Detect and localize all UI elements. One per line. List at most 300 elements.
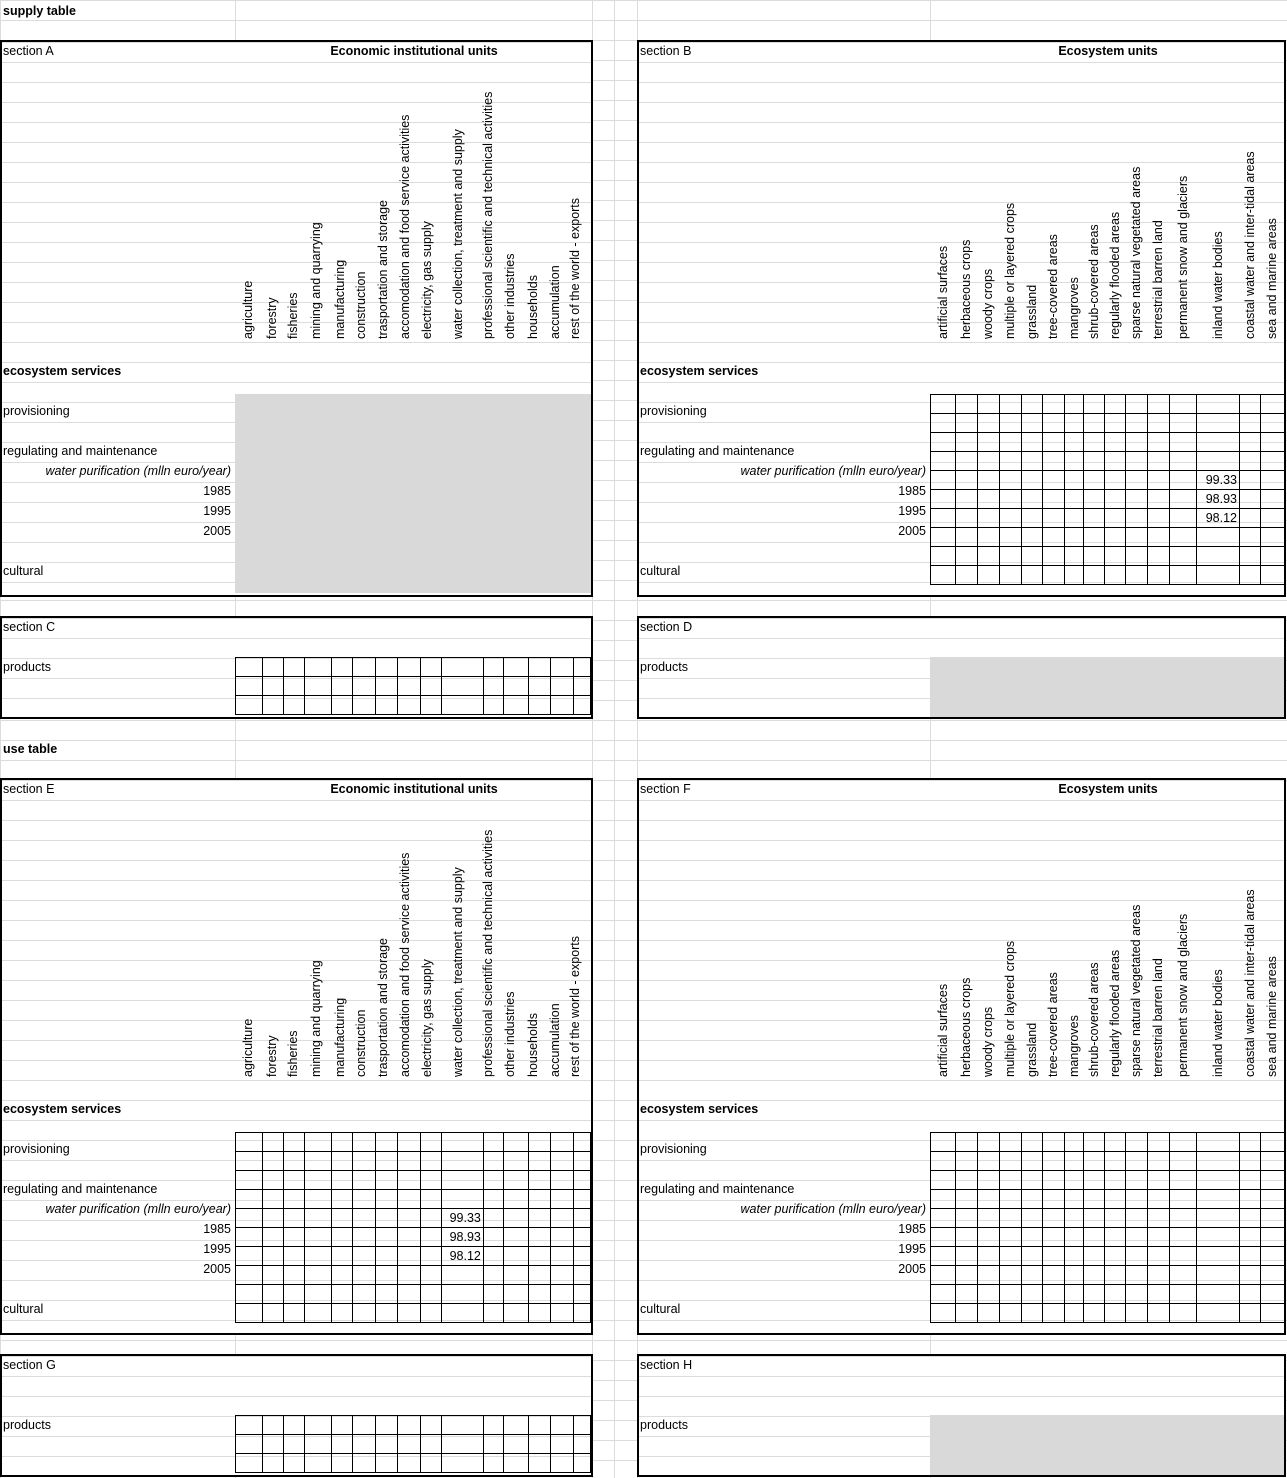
table-cell[interactable] <box>573 677 590 696</box>
table-cell[interactable] <box>573 696 590 715</box>
table-cell[interactable] <box>262 658 283 677</box>
table-cell[interactable] <box>420 1152 441 1171</box>
table-cell[interactable] <box>283 677 304 696</box>
table-cell[interactable] <box>1022 1228 1043 1247</box>
table-cell[interactable] <box>1261 509 1285 528</box>
table-cell[interactable] <box>1126 395 1148 414</box>
table-cell[interactable] <box>978 566 1000 585</box>
table-cell[interactable] <box>1261 1209 1285 1228</box>
table-cell[interactable] <box>331 1304 352 1323</box>
table-cell[interactable] <box>1170 547 1197 566</box>
table-cell[interactable] <box>1000 547 1022 566</box>
table-cell[interactable] <box>1170 1152 1197 1171</box>
table-cell[interactable] <box>442 1304 484 1323</box>
table-cell[interactable] <box>236 1266 263 1285</box>
table-cell[interactable] <box>1000 452 1022 471</box>
table-cell[interactable] <box>1148 1133 1170 1152</box>
table-cell[interactable] <box>1170 566 1197 585</box>
table-cell[interactable] <box>1170 395 1197 414</box>
table-cell[interactable] <box>504 1285 528 1304</box>
table-cell[interactable] <box>1261 1247 1285 1266</box>
table-cell[interactable] <box>1084 452 1105 471</box>
table-cell[interactable] <box>1240 1171 1261 1190</box>
table-cell[interactable] <box>1170 1133 1197 1152</box>
table-cell[interactable] <box>528 1247 550 1266</box>
table-cell[interactable] <box>1261 547 1285 566</box>
table-cell[interactable] <box>398 1285 420 1304</box>
table-cell[interactable] <box>956 471 978 490</box>
table-cell[interactable] <box>305 1133 332 1152</box>
table-cell[interactable] <box>1000 1304 1022 1323</box>
table-cell[interactable] <box>1084 1133 1105 1152</box>
table-cell[interactable] <box>1126 566 1148 585</box>
table-cell[interactable] <box>504 1266 528 1285</box>
table-cell[interactable] <box>331 1228 352 1247</box>
table-cell[interactable] <box>931 547 956 566</box>
table-cell[interactable] <box>1043 528 1065 547</box>
table-cell[interactable] <box>375 1454 397 1473</box>
table-cell[interactable] <box>504 1416 528 1435</box>
table-cell[interactable] <box>1126 1190 1148 1209</box>
table-cell[interactable] <box>1261 1266 1285 1285</box>
table-cell[interactable] <box>1240 471 1261 490</box>
table-cell[interactable] <box>1261 471 1285 490</box>
table-cell[interactable] <box>331 1435 352 1454</box>
table-cell[interactable] <box>1261 1171 1285 1190</box>
table-cell[interactable] <box>978 433 1000 452</box>
table-cell[interactable] <box>1126 1266 1148 1285</box>
table-cell[interactable] <box>1197 566 1240 585</box>
table-cell[interactable] <box>305 1266 332 1285</box>
table-cell[interactable] <box>375 1152 397 1171</box>
table-cell[interactable] <box>236 1190 263 1209</box>
table-cell[interactable] <box>1065 1209 1084 1228</box>
table-cell[interactable] <box>375 1416 397 1435</box>
table-cell[interactable] <box>1084 566 1105 585</box>
table-cell[interactable] <box>1043 433 1065 452</box>
table-cell[interactable] <box>551 696 573 715</box>
table-cell[interactable] <box>331 1152 352 1171</box>
table-cell[interactable] <box>236 1228 263 1247</box>
table-cell[interactable] <box>398 1247 420 1266</box>
table-cell[interactable] <box>1105 509 1126 528</box>
table-cell[interactable] <box>528 677 550 696</box>
table-cell[interactable] <box>1065 547 1084 566</box>
table-cell[interactable] <box>1240 1266 1261 1285</box>
table-cell[interactable] <box>375 1247 397 1266</box>
table-cell[interactable] <box>1043 1247 1065 1266</box>
table-cell[interactable] <box>1197 1209 1240 1228</box>
table-cell[interactable] <box>956 1133 978 1152</box>
table-cell[interactable] <box>305 677 332 696</box>
table-cell[interactable] <box>504 1228 528 1247</box>
table-cell[interactable] <box>1126 471 1148 490</box>
table-cell[interactable] <box>1000 1190 1022 1209</box>
table-cell[interactable] <box>353 1190 375 1209</box>
table-cell[interactable] <box>1000 1266 1022 1285</box>
table-cell[interactable] <box>931 566 956 585</box>
table-cell[interactable] <box>1065 433 1084 452</box>
table-cell[interactable] <box>1043 1152 1065 1171</box>
table-cell[interactable] <box>978 1266 1000 1285</box>
table-cell[interactable] <box>1197 547 1240 566</box>
table-cell[interactable] <box>398 1416 420 1435</box>
table-cell[interactable] <box>504 1171 528 1190</box>
table-cell[interactable] <box>1148 1152 1170 1171</box>
table-cell[interactable] <box>1240 528 1261 547</box>
table-cell[interactable] <box>1197 1152 1240 1171</box>
table-cell[interactable] <box>1065 509 1084 528</box>
table-cell[interactable] <box>956 1190 978 1209</box>
table-cell[interactable] <box>1261 452 1285 471</box>
table-cell[interactable] <box>551 1228 573 1247</box>
table-cell[interactable] <box>504 1190 528 1209</box>
table-cell[interactable] <box>283 1416 304 1435</box>
table-cell[interactable] <box>1105 490 1126 509</box>
table-cell[interactable] <box>1000 433 1022 452</box>
table-cell[interactable] <box>956 414 978 433</box>
table-cell[interactable] <box>1105 1171 1126 1190</box>
table-cell[interactable] <box>1084 528 1105 547</box>
table-cell[interactable] <box>236 658 263 677</box>
table-cell[interactable] <box>1065 566 1084 585</box>
table-cell[interactable] <box>528 658 550 677</box>
table-cell[interactable] <box>262 1209 283 1228</box>
table-cell[interactable] <box>978 395 1000 414</box>
table-cell[interactable] <box>262 1304 283 1323</box>
table-cell[interactable] <box>283 1285 304 1304</box>
table-cell[interactable] <box>1148 414 1170 433</box>
table-cell[interactable] <box>1261 566 1285 585</box>
table-cell[interactable] <box>1043 1285 1065 1304</box>
table-cell[interactable] <box>573 1454 590 1473</box>
table-cell[interactable] <box>1084 509 1105 528</box>
table-cell[interactable] <box>1022 1285 1043 1304</box>
table-cell[interactable] <box>573 1304 590 1323</box>
table-cell[interactable] <box>1105 414 1126 433</box>
table-cell[interactable] <box>1105 395 1126 414</box>
table-cell[interactable] <box>420 1171 441 1190</box>
table-cell[interactable] <box>305 1304 332 1323</box>
table-cell[interactable] <box>398 1435 420 1454</box>
table-cell[interactable] <box>283 1190 304 1209</box>
table-cell[interactable] <box>931 1133 956 1152</box>
table-cell[interactable] <box>1000 471 1022 490</box>
table-cell[interactable] <box>236 696 263 715</box>
table-cell[interactable] <box>1240 490 1261 509</box>
table-cell[interactable] <box>1065 1304 1084 1323</box>
table-cell[interactable] <box>305 1247 332 1266</box>
table-cell[interactable] <box>262 1133 283 1152</box>
table-cell[interactable] <box>1065 414 1084 433</box>
table-cell[interactable] <box>1022 547 1043 566</box>
table-cell[interactable] <box>331 1454 352 1473</box>
table-cell[interactable] <box>398 658 420 677</box>
table-cell[interactable] <box>1084 547 1105 566</box>
table-cell[interactable] <box>1148 471 1170 490</box>
table-cell[interactable] <box>1261 395 1285 414</box>
table-cell[interactable] <box>1084 1266 1105 1285</box>
table-cell[interactable] <box>283 1454 304 1473</box>
table-cell[interactable] <box>1126 509 1148 528</box>
table-cell[interactable] <box>236 1133 263 1152</box>
table-cell[interactable] <box>1240 452 1261 471</box>
table-cell[interactable] <box>305 1152 332 1171</box>
table-cell[interactable] <box>1148 1228 1170 1247</box>
table-cell[interactable] <box>931 1304 956 1323</box>
table-cell[interactable] <box>573 1171 590 1190</box>
table-cell[interactable] <box>1043 509 1065 528</box>
table-cell[interactable] <box>931 1152 956 1171</box>
table-cell[interactable] <box>483 696 503 715</box>
table-cell[interactable] <box>1197 1133 1240 1152</box>
table-cell[interactable] <box>262 1285 283 1304</box>
table-cell[interactable] <box>551 1152 573 1171</box>
table-cell[interactable] <box>1240 1228 1261 1247</box>
table-cell[interactable] <box>353 1171 375 1190</box>
table-cell[interactable] <box>305 1228 332 1247</box>
table-cell[interactable] <box>978 547 1000 566</box>
table-cell[interactable] <box>931 1266 956 1285</box>
table-cell[interactable] <box>573 1285 590 1304</box>
table-cell[interactable] <box>1000 1152 1022 1171</box>
table-cell[interactable] <box>442 1133 484 1152</box>
table-cell[interactable] <box>1170 1304 1197 1323</box>
table-cell[interactable] <box>978 452 1000 471</box>
table-cell[interactable] <box>442 1190 484 1209</box>
table-cell[interactable] <box>528 1416 550 1435</box>
table-cell[interactable] <box>931 471 956 490</box>
table-cell[interactable] <box>1126 1209 1148 1228</box>
table-cell[interactable] <box>1043 1133 1065 1152</box>
table-cell[interactable] <box>1084 1209 1105 1228</box>
table-cell[interactable] <box>1148 433 1170 452</box>
table-cell[interactable] <box>1000 490 1022 509</box>
table-cell[interactable] <box>1065 490 1084 509</box>
table-cell[interactable] <box>353 1435 375 1454</box>
table-cell[interactable] <box>931 528 956 547</box>
table-cell[interactable] <box>483 1152 503 1171</box>
table-cell[interactable] <box>528 1228 550 1247</box>
table-cell[interactable] <box>483 1228 503 1247</box>
table-cell[interactable] <box>573 1152 590 1171</box>
table-cell[interactable] <box>1261 1190 1285 1209</box>
table-cell[interactable] <box>1065 1152 1084 1171</box>
table-cell[interactable] <box>931 1171 956 1190</box>
table-cell[interactable] <box>551 1304 573 1323</box>
table-cell[interactable] <box>978 528 1000 547</box>
table-cell[interactable] <box>1148 528 1170 547</box>
table-cell[interactable] <box>398 677 420 696</box>
table-cell[interactable] <box>1261 433 1285 452</box>
table-cell[interactable] <box>1261 490 1285 509</box>
table-cell[interactable] <box>1000 414 1022 433</box>
table-cell[interactable] <box>1000 395 1022 414</box>
table-cell[interactable] <box>1240 1285 1261 1304</box>
table-cell[interactable] <box>1043 566 1065 585</box>
table-cell[interactable] <box>1043 452 1065 471</box>
table-cell[interactable] <box>1084 1152 1105 1171</box>
table-cell[interactable]: 98.93 <box>1197 490 1240 509</box>
table-cell[interactable] <box>236 1454 263 1473</box>
table-cell[interactable] <box>528 1285 550 1304</box>
table-cell[interactable] <box>420 1247 441 1266</box>
table-cell[interactable] <box>978 1209 1000 1228</box>
table-cell[interactable] <box>931 395 956 414</box>
table-cell[interactable] <box>1000 566 1022 585</box>
table-cell[interactable] <box>420 1133 441 1152</box>
table-cell[interactable]: 98.93 <box>442 1228 484 1247</box>
table-cell[interactable] <box>262 1435 283 1454</box>
table-cell[interactable] <box>956 1247 978 1266</box>
table-cell[interactable] <box>236 1416 263 1435</box>
table-cell[interactable] <box>931 1228 956 1247</box>
table-cell[interactable] <box>1022 528 1043 547</box>
table-cell[interactable] <box>1000 1209 1022 1228</box>
table-cell[interactable] <box>283 1209 304 1228</box>
table-cell[interactable] <box>528 1171 550 1190</box>
table-cell[interactable] <box>420 1190 441 1209</box>
table-cell[interactable] <box>978 1152 1000 1171</box>
table-cell[interactable] <box>551 1190 573 1209</box>
table-cell[interactable] <box>1022 1209 1043 1228</box>
table-cell[interactable] <box>1000 1171 1022 1190</box>
table-cell[interactable] <box>375 1285 397 1304</box>
table-cell[interactable] <box>420 1416 441 1435</box>
table-cell[interactable] <box>978 490 1000 509</box>
table-cell[interactable] <box>1022 1133 1043 1152</box>
table-cell[interactable] <box>1065 1190 1084 1209</box>
table-cell[interactable] <box>1148 1209 1170 1228</box>
table-cell[interactable] <box>1240 509 1261 528</box>
table-cell[interactable] <box>573 1209 590 1228</box>
table-cell[interactable] <box>420 696 441 715</box>
table-cell[interactable] <box>931 490 956 509</box>
table-cell[interactable] <box>1197 452 1240 471</box>
table-cell[interactable] <box>1170 471 1197 490</box>
table-cell[interactable] <box>956 1304 978 1323</box>
table-cell[interactable] <box>1261 1228 1285 1247</box>
table-cell[interactable] <box>283 1228 304 1247</box>
table-cell[interactable] <box>1148 452 1170 471</box>
table-cell[interactable] <box>551 1266 573 1285</box>
table-cell[interactable] <box>1084 414 1105 433</box>
table-cell[interactable] <box>573 658 590 677</box>
table-cell[interactable] <box>978 1247 1000 1266</box>
table-cell[interactable] <box>420 1209 441 1228</box>
table-cell[interactable] <box>353 1416 375 1435</box>
table-cell[interactable] <box>398 696 420 715</box>
table-cell[interactable] <box>1170 1285 1197 1304</box>
table-cell[interactable] <box>504 1247 528 1266</box>
table-cell[interactable] <box>1240 1304 1261 1323</box>
table-cell[interactable] <box>262 1152 283 1171</box>
table-cell[interactable] <box>956 547 978 566</box>
table-cell[interactable] <box>398 1209 420 1228</box>
table-cell[interactable] <box>283 658 304 677</box>
table-cell[interactable] <box>283 1304 304 1323</box>
table-cell[interactable] <box>483 658 503 677</box>
table-cell[interactable] <box>305 1285 332 1304</box>
table-cell[interactable] <box>1240 414 1261 433</box>
table-cell[interactable] <box>1170 1266 1197 1285</box>
table-cell[interactable] <box>442 658 484 677</box>
table-cell[interactable] <box>1126 1285 1148 1304</box>
table-cell[interactable] <box>283 1152 304 1171</box>
table-cell[interactable] <box>420 1228 441 1247</box>
table-cell[interactable] <box>353 677 375 696</box>
table-cell[interactable] <box>978 471 1000 490</box>
table-cell[interactable] <box>353 1247 375 1266</box>
table-cell[interactable] <box>442 696 484 715</box>
table-cell[interactable] <box>331 677 352 696</box>
table-cell[interactable] <box>1065 1228 1084 1247</box>
table-cell[interactable] <box>353 1228 375 1247</box>
table-cell[interactable] <box>262 1416 283 1435</box>
table-cell[interactable] <box>1084 395 1105 414</box>
table-cell[interactable] <box>1126 1247 1148 1266</box>
table-cell[interactable] <box>1105 528 1126 547</box>
table-cell[interactable] <box>420 1435 441 1454</box>
table-cell[interactable] <box>504 677 528 696</box>
table-cell[interactable] <box>483 1285 503 1304</box>
table-cell[interactable] <box>1170 1209 1197 1228</box>
table-cell[interactable] <box>283 1266 304 1285</box>
table-cell[interactable] <box>504 1435 528 1454</box>
table-cell[interactable] <box>1105 433 1126 452</box>
table-cell[interactable] <box>1084 1228 1105 1247</box>
table-cell[interactable] <box>1126 490 1148 509</box>
table-cell[interactable] <box>1022 1190 1043 1209</box>
table-cell[interactable] <box>1126 1304 1148 1323</box>
table-cell[interactable] <box>1261 1133 1285 1152</box>
table-cell[interactable] <box>956 1228 978 1247</box>
table-cell[interactable] <box>483 1435 503 1454</box>
table-cell[interactable] <box>1022 509 1043 528</box>
table-cell[interactable] <box>1170 528 1197 547</box>
table-cell[interactable] <box>956 1285 978 1304</box>
table-cell[interactable] <box>331 1171 352 1190</box>
table-cell[interactable] <box>1148 490 1170 509</box>
table-cell[interactable]: 99.33 <box>442 1209 484 1228</box>
table-cell[interactable] <box>1065 1133 1084 1152</box>
table-cell[interactable] <box>1065 1266 1084 1285</box>
table-cell[interactable] <box>375 1171 397 1190</box>
table-cell[interactable] <box>504 1152 528 1171</box>
table-cell[interactable] <box>1148 395 1170 414</box>
table-cell[interactable] <box>1022 490 1043 509</box>
table-cell[interactable] <box>931 509 956 528</box>
table-cell[interactable] <box>1148 1190 1170 1209</box>
table-cell[interactable] <box>1170 433 1197 452</box>
table-cell[interactable] <box>1043 490 1065 509</box>
table-cell[interactable] <box>551 1171 573 1190</box>
table-cell[interactable] <box>1022 414 1043 433</box>
table-cell[interactable] <box>1261 1304 1285 1323</box>
table-cell[interactable] <box>331 658 352 677</box>
table-cell[interactable] <box>236 1304 263 1323</box>
table-cell[interactable] <box>305 1190 332 1209</box>
table-cell[interactable] <box>236 677 263 696</box>
table-cell[interactable] <box>1148 1171 1170 1190</box>
table-cell[interactable] <box>483 1209 503 1228</box>
table-cell[interactable] <box>1043 471 1065 490</box>
table-cell[interactable] <box>375 677 397 696</box>
table-cell[interactable] <box>573 1435 590 1454</box>
table-cell[interactable] <box>1170 490 1197 509</box>
table-cell[interactable] <box>931 433 956 452</box>
table-cell[interactable] <box>398 1152 420 1171</box>
